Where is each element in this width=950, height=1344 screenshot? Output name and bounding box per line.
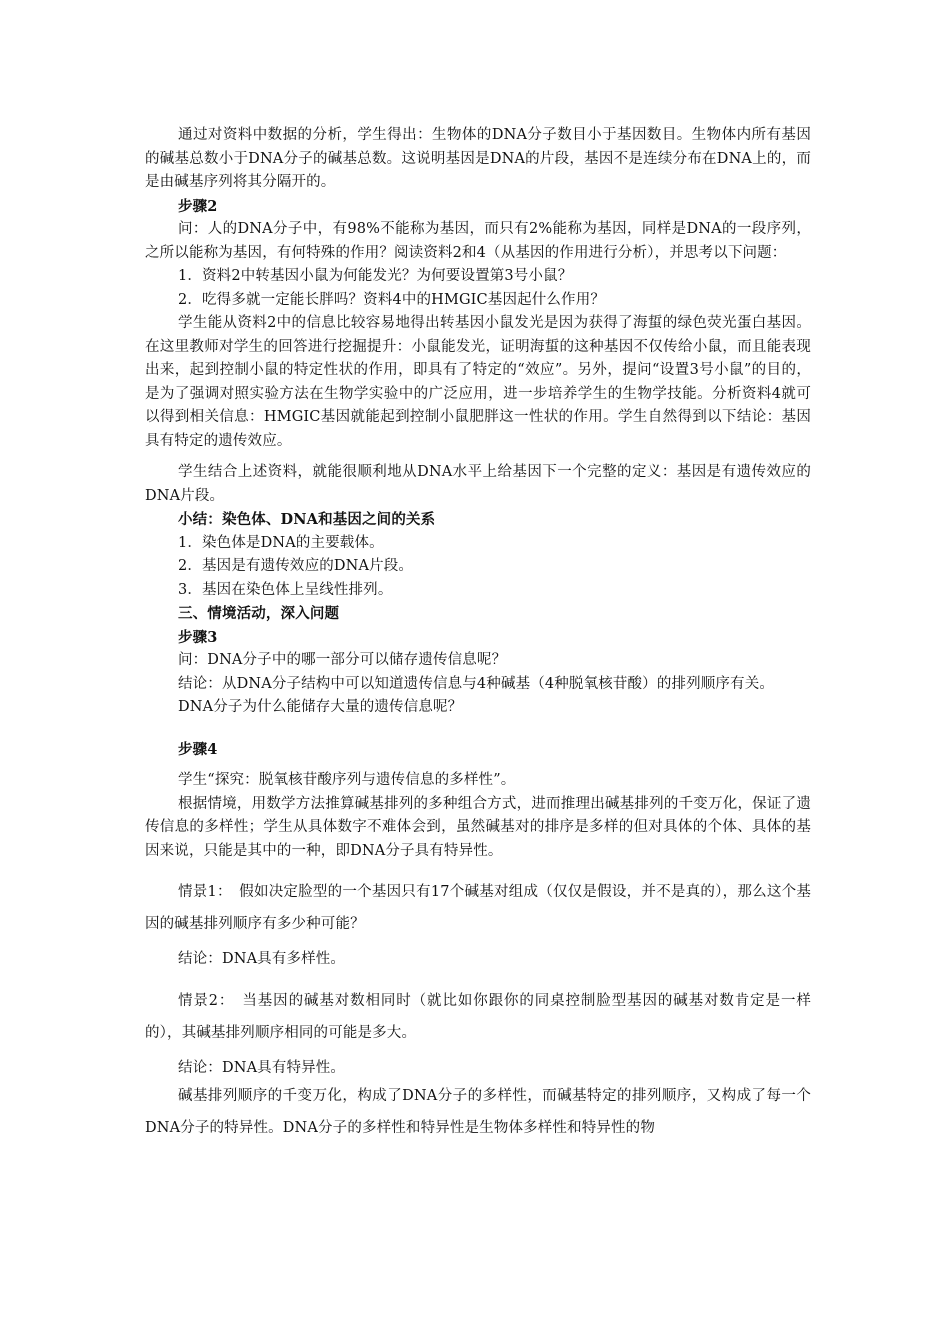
paragraph-step3-question: 问：DNA分子中的哪一部分可以储存遗传信息呢？ <box>178 652 507 668</box>
question-item-2: 2．吃得多就一定能长胖吗？资料4中的HMGIC基因起什么作用？ <box>178 291 605 308</box>
paragraph-gene-definition: 学生结合上述资料，就能很顺利地从DNA水平上给基因下一个完整的定义：基因是有遗传效应的DNA片段。 <box>145 464 811 504</box>
paragraph-step4-inquiry: 学生“探究：脱氧核苷酸序列与遗传信息的多样性”。 <box>178 772 516 788</box>
paragraph-conclusion-diversity: 结论：DNA具有多样性。 <box>178 951 346 967</box>
heading-step-3: 步骤3 <box>178 628 218 646</box>
paragraph-step2-analysis: 学生能从资料2中的信息比较容易地得出转基因小鼠发光是因为获得了海蜇的绿色荧光蛋白基因。在这里教师对学生的回答进行挖掘提升：小鼠能发光，证明海蜇的这种基因不仅传给小鼠，而且能表现出来，起到控制小鼠的特定性状的作用，即具有了特定的“效应”。另外，提问“设置3号小鼠”的目的，是为了强调对照实验方法在生物学实验中的广泛应用，进一步培养学生的生物学技能。分析资料4就可以得到相关信息：HMGIC基因就能起到控制小鼠肥胖这一性状的作用。学生自然得到以下结论：基因具有特定的遗传效应。 <box>145 315 811 449</box>
document-body <box>145 124 811 1144</box>
summary-item-2: 2．基因是有遗传效应的DNA片段。 <box>178 558 414 574</box>
paragraph-conclusion-specificity: 结论：DNA具有特异性。 <box>178 1059 346 1076</box>
heading-step-4: 步骤4 <box>178 740 218 758</box>
summary-item-1: 1．染色体是DNA的主要载体。 <box>178 534 384 551</box>
paragraph-analysis-conclusion: 通过对资料中数据的分析，学生得出：生物体的DNA分子数目小于基因数目。生物体内所有基因的碱基总数小于DNA分子的碱基总数。这说明基因是DNA的片段，基因不是连续分布在DNA上的，而是由碱基序列将其分隔开的。 <box>145 127 811 190</box>
paragraph-final-summary: 碱基排列顺序的千变万化，构成了DNA分子的多样性，而碱基特定的排列顺序，又构成了每一个DNA分子的特异性。DNA分子的多样性和特异性是生物体多样性和特异性的物 <box>145 1088 811 1136</box>
paragraph-step4-reasoning: 根据情境，用数学方法推算碱基排列的多种组合方式，进而推理出碱基排列的千变万化，保证了遗传信息的多样性；学生从具体数字不难体会到，虽然碱基对的排序是多样的但对具体的个体、具体的基因来说，只能是其中的一种，即DNA分子具有特异性。 <box>145 795 811 859</box>
heading-step-2: 步骤2 <box>178 197 218 215</box>
paragraph-step3-conclusion: 结论：从DNA分子结构中可以知道遗传信息与4种碱基（4种脱氧核苷酸）的排列顺序有关。 <box>178 675 775 692</box>
paragraph-step2-question: 问：人的DNA分子中，有98%不能称为基因，而只有2%能称为基因，同样是DNA的一段序列，之所以能称为基因，有何特殊的作用？阅读资料2和4（从基因的作用进行分析），并思考以下问题： <box>145 221 811 261</box>
question-item-1: 1．资料2中转基因小鼠为何能发光？为何要设置第3号小鼠？ <box>178 268 573 284</box>
paragraph-scenario-1: 情景1： 假如决定脸型的一个基因只有17个碱基对组成（仅仅是假设，并不是真的），那么这个基因的碱基排列顺序有多少种可能？ <box>145 884 811 932</box>
heading-section-3: 三、情境活动，深入问题 <box>178 605 340 622</box>
paragraph-scenario-2: 情景2： 当基因的碱基对数相同时（就比如你跟你的同桌控制脸型基因的碱基对数肯定是一样的），其碱基排列顺序相同的可能是多大。 <box>145 992 811 1041</box>
summary-item-3: 3．基因在染色体上呈线性排列。 <box>178 581 393 598</box>
paragraph-step3-followup: DNA分子为什么能储存大量的遗传信息呢？ <box>178 699 463 715</box>
heading-summary: 小结：染色体、DNA和基因之间的关系 <box>178 511 436 528</box>
